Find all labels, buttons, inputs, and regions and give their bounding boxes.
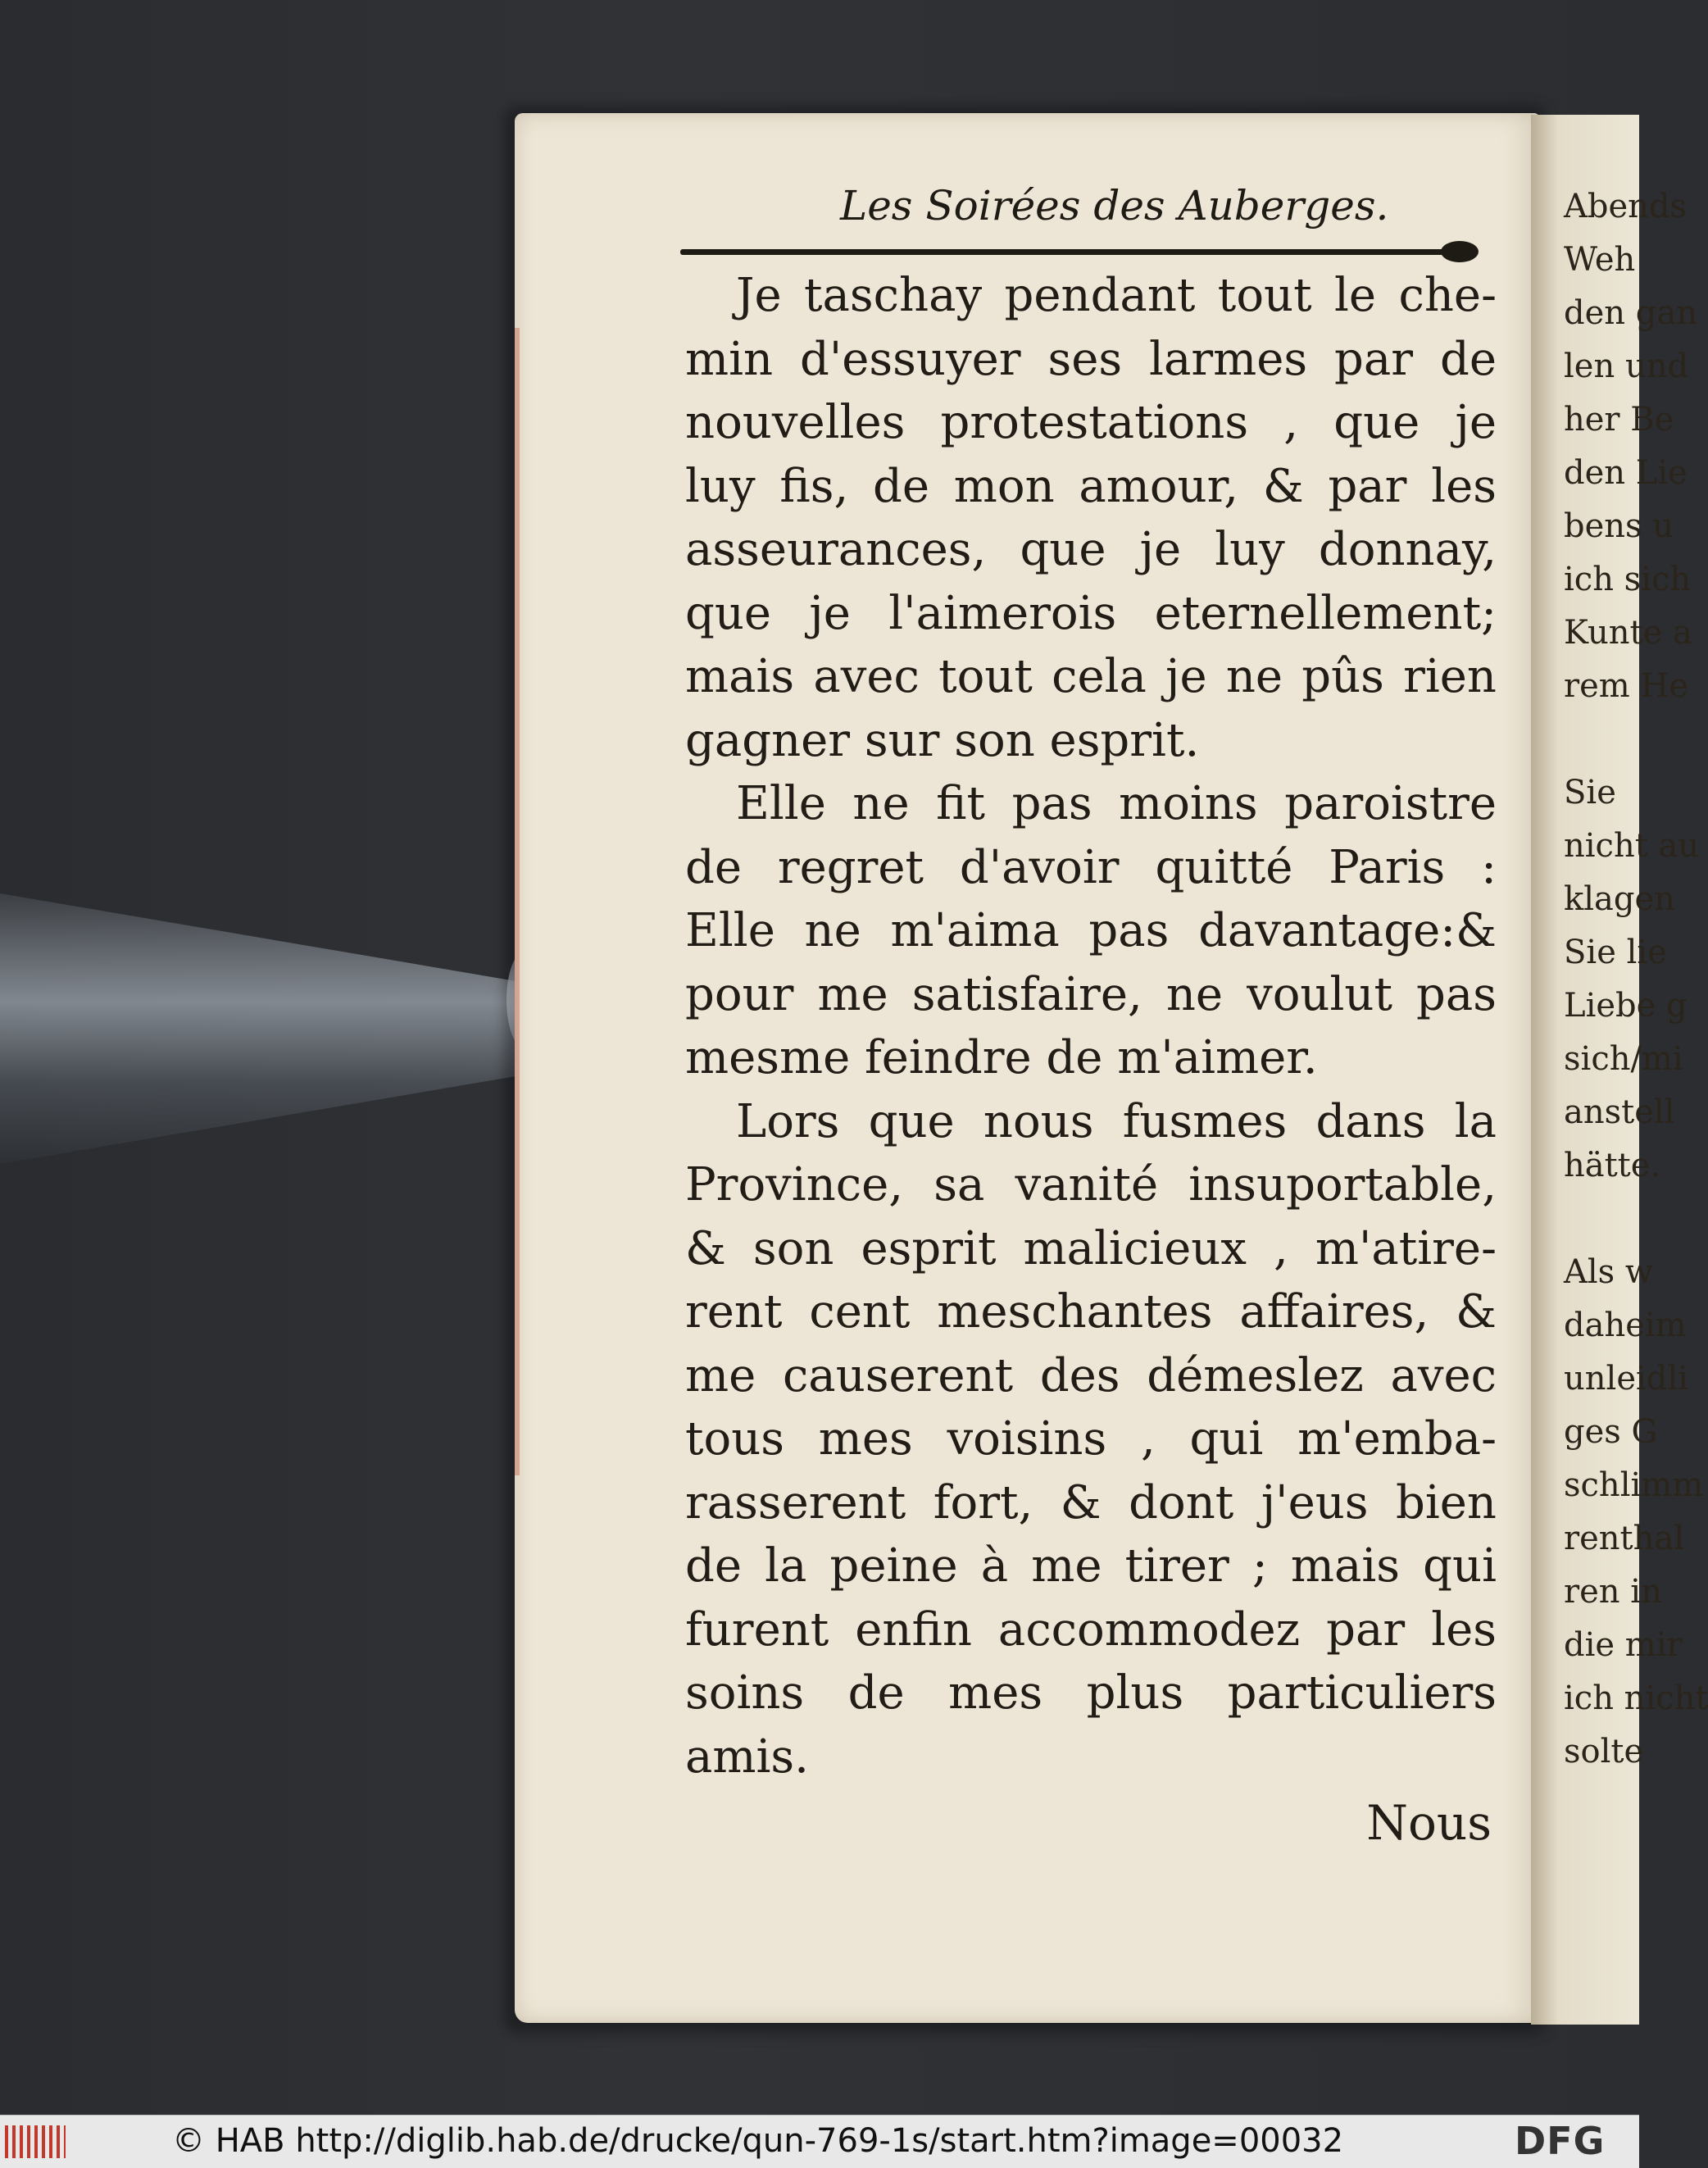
text-line: mais avec tout cela je ne pûs rien <box>685 650 1497 703</box>
text-line: soins de mes plus particuliers <box>685 1666 1497 1720</box>
text-line: rent cent meschantes affaires, & <box>685 1285 1497 1339</box>
facing-page-line <box>1564 713 1662 766</box>
catchword: Nous <box>1366 1795 1492 1851</box>
facing-page-line: Sie <box>1564 774 1616 811</box>
dfg-logo: DFG <box>1515 2119 1606 2163</box>
facing-page-line: Sie lie <box>1564 934 1667 971</box>
text-line: furent enfin accommodez par les <box>685 1602 1497 1657</box>
running-head: Les Soirées des Auberges. <box>840 182 1389 230</box>
facing-page-line: nicht au <box>1564 827 1700 865</box>
facing-page-line: anstell <box>1564 1093 1675 1131</box>
facing-page-text <box>1564 180 1708 1779</box>
text-line: amis. <box>685 1729 809 1784</box>
text-line: me causerent des démeslez avec <box>685 1348 1497 1402</box>
facing-page-line <box>1564 1193 1662 1246</box>
facing-page-line: den gan <box>1564 294 1697 332</box>
text-line: Elle ne fit pas moins paroistre <box>736 777 1497 830</box>
facing-page-line: ich sich <box>1564 561 1692 598</box>
facing-page-line: renthal <box>1564 1520 1685 1557</box>
text-line: tous mes voisins , qui m'emba- <box>685 1412 1497 1466</box>
text-line: nouvelles protestations , que je <box>685 396 1497 449</box>
facing-page-edge <box>1531 115 1708 2025</box>
facing-page-line: Weh <box>1564 241 1636 279</box>
facing-page-line: rem He <box>1564 667 1688 705</box>
facing-page-line: den Lie <box>1564 454 1688 492</box>
facing-page-line: ich nicht <box>1564 1679 1708 1717</box>
facing-page-line: her Be <box>1564 401 1674 439</box>
facing-page-line: len und <box>1564 348 1689 385</box>
text-line: de la peine à me tirer ; mais qui <box>685 1539 1497 1593</box>
facing-page-line: klagen <box>1564 880 1675 918</box>
facing-page-line: sich/mi <box>1564 1040 1683 1078</box>
text-line: mesme feindre de m'aimer. <box>685 1031 1318 1084</box>
facing-page-line: Als w <box>1564 1253 1654 1291</box>
facing-page-line: Kunte a <box>1564 614 1692 652</box>
text-line: Je taschay pendant tout le che- <box>736 269 1497 322</box>
head-rule <box>680 249 1475 255</box>
facing-page-line: ren in <box>1564 1573 1662 1611</box>
text-line: de regret d'avoir quitté Paris : <box>685 840 1497 894</box>
facing-page-line: bens u <box>1564 507 1674 545</box>
text-line: min d'essuyer ses larmes par de <box>685 332 1497 386</box>
barcode-icon <box>5 2125 66 2158</box>
text-line: & son esprit malicieux , m'atire- <box>685 1221 1497 1275</box>
text-line: Province, sa vanité insuportable, <box>685 1158 1497 1211</box>
facing-page-line: ges G <box>1564 1413 1658 1451</box>
text-line: rasserent fort, & dont j'eus bien <box>685 1475 1497 1529</box>
facing-page-line: Abends <box>1564 188 1688 225</box>
facing-page-line: daheim <box>1564 1307 1687 1344</box>
text-line: asseurances, que je luy donnay, <box>685 523 1497 576</box>
footer-bar <box>0 2115 1639 2168</box>
text-line: Elle ne m'aima pas davantage:& <box>685 904 1497 957</box>
text-line: luy fis, de mon amour, & par les <box>685 459 1497 513</box>
head-rule-ornament <box>1441 241 1479 262</box>
text-line: pour me satisfaire, ne voulut pas <box>685 967 1497 1021</box>
facing-page-line: hätte. <box>1564 1147 1661 1184</box>
text-line: gagner sur son esprit. <box>685 713 1200 767</box>
facing-page-line: die mir <box>1564 1626 1683 1664</box>
copyright-url[interactable]: © HAB http://diglib.hab.de/drucke/qun-769-1s/start.htm?image=00032 <box>172 2122 1344 2160</box>
facing-page-line: solte <box>1564 1733 1644 1770</box>
facing-page-line: schlimm <box>1564 1466 1704 1504</box>
text-line: que je l'aimerois eternellement; <box>685 586 1497 640</box>
text-line: Lors que nous fusmes dans la <box>736 1094 1497 1148</box>
facing-page-line: Liebe g <box>1564 987 1688 1025</box>
body-text <box>685 264 1497 1788</box>
facing-page-line: unleidli <box>1564 1360 1688 1398</box>
page-edge-red <box>515 328 520 1475</box>
